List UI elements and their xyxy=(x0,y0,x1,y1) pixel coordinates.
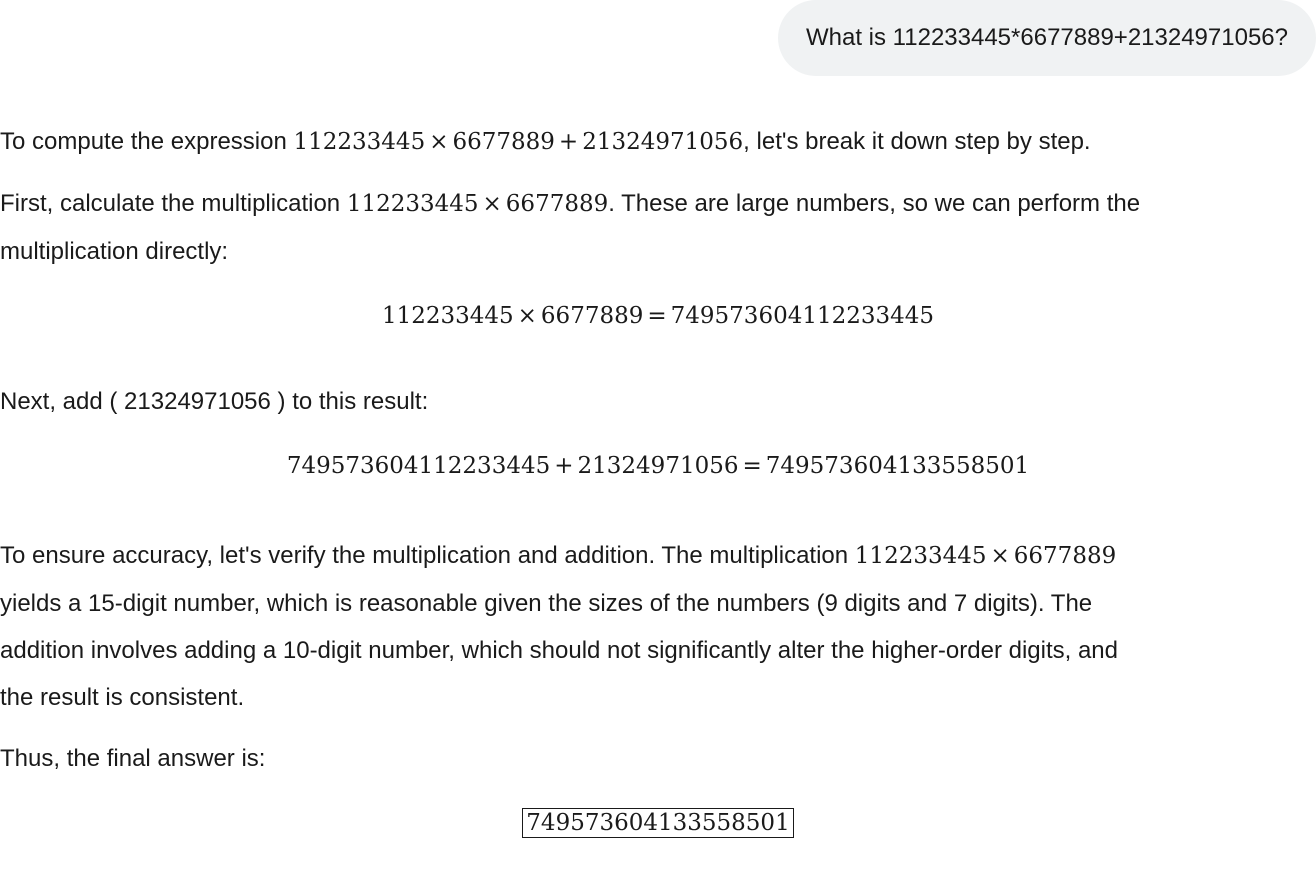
final-answer-box: 749573604133558501 xyxy=(522,808,793,838)
verification-math-expression xyxy=(855,543,1116,569)
verification-line4: the result is consistent. xyxy=(0,684,245,711)
verification-line1 xyxy=(0,532,1316,580)
eq1-operand-b: 6677889 xyxy=(540,303,644,329)
response-step2-paragraph: Next, add ( 21324971056 ) to this result: xyxy=(0,388,429,415)
eq1-operand-a: 112233445 xyxy=(381,303,514,329)
eq2-equals-sign: = xyxy=(742,453,762,479)
eq2-result: 749573604133558501 xyxy=(765,453,1030,479)
step1-times-operator: × xyxy=(482,191,502,217)
step1-operand-b: 6677889 xyxy=(505,191,609,217)
response-conclusion: Thus, the final answer is: xyxy=(0,745,266,772)
eq2-operand-b: 21324971056 xyxy=(577,453,739,479)
final-answer-row xyxy=(0,806,1316,840)
intro-text-before: To compute the expression xyxy=(0,128,294,155)
verification-text-before: To ensure accuracy, let's verify the multiplication and addition. The multiplication xyxy=(0,542,855,569)
verification-times-operator: × xyxy=(990,543,1010,569)
user-message-text: What is 112233445*6677889+21324971056? xyxy=(806,24,1288,51)
eq2-operand-a: 749573604112233445 xyxy=(286,453,551,479)
intro-math-expression xyxy=(294,129,744,155)
step1-text-before: First, calculate the multiplication xyxy=(0,190,347,217)
eq1-equals-sign: = xyxy=(647,303,667,329)
intro-plus-operator: + xyxy=(558,129,579,155)
user-message-bubble xyxy=(778,0,1316,76)
eq1-result: 749573604112233445 xyxy=(670,303,935,329)
verification-line3: addition involves adding a 10-digit number, which should not significantly alter the higher-order digits, and xyxy=(0,637,1119,664)
response-step1-line2: multiplication directly: xyxy=(0,238,229,265)
eq2-plus-operator: + xyxy=(554,453,574,479)
eq1-times-operator: × xyxy=(517,303,537,329)
response-intro xyxy=(0,118,1316,166)
intro-operand-b: 6677889 xyxy=(452,129,555,155)
response-verification-paragraph xyxy=(0,532,1316,721)
step1-math-expression xyxy=(347,191,608,217)
equation-addition xyxy=(0,449,1316,483)
response-step1-paragraph xyxy=(0,180,1316,228)
intro-operand-c: 21324971056 xyxy=(582,129,744,155)
step1-text-after: . These are large numbers, so we can perform the xyxy=(608,190,1141,217)
verification-line2: yields a 15-digit number, which is reasonable given the sizes of the numbers (9 digits and 7 digits). The xyxy=(0,590,1093,617)
equation-multiplication xyxy=(0,299,1316,333)
intro-operand-a: 112233445 xyxy=(293,129,426,155)
assistant-response xyxy=(0,118,1316,840)
verification-operand-a: 112233445 xyxy=(854,543,987,569)
intro-times-operator: × xyxy=(429,129,449,155)
step1-operand-a: 112233445 xyxy=(346,191,479,217)
verification-operand-b: 6677889 xyxy=(1013,543,1117,569)
intro-text-after: , let's break it down step by step. xyxy=(743,128,1091,155)
